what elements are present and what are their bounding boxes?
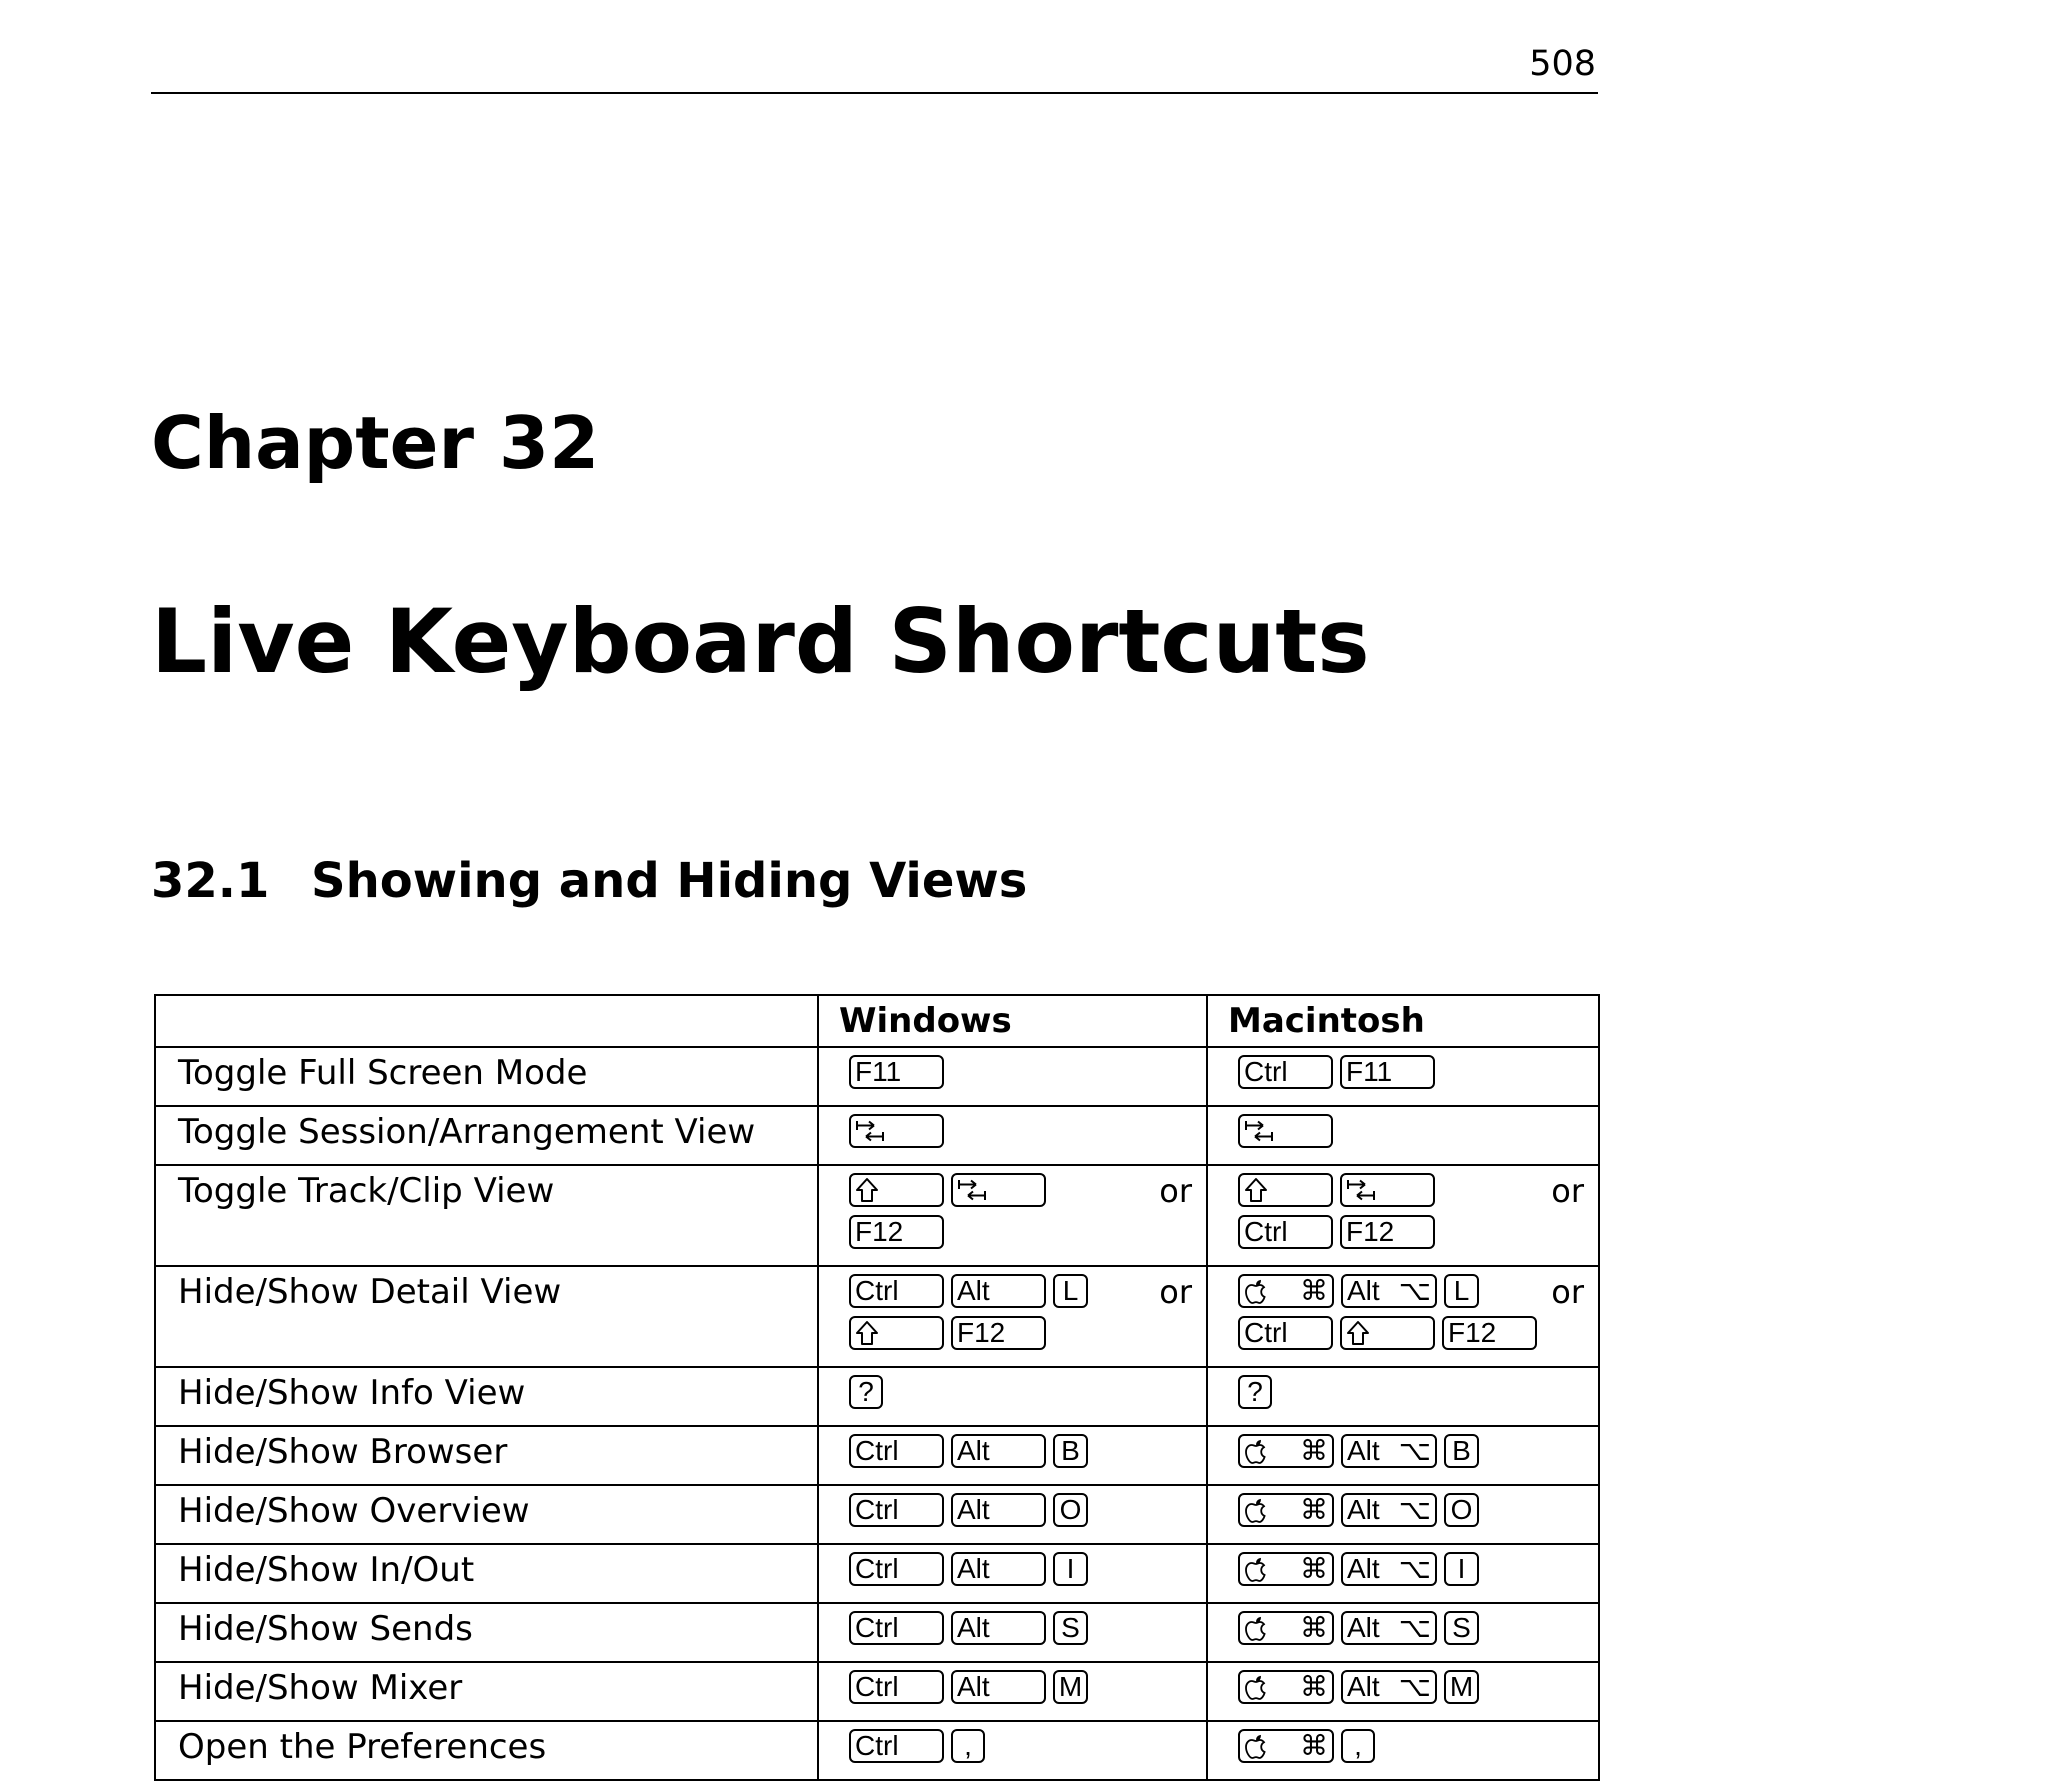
- alt-option-key: [1341, 1493, 1437, 1527]
- tab-arrows-icon: [1244, 1119, 1274, 1143]
- table-row: [155, 1485, 1599, 1544]
- alt-option-key: [1341, 1611, 1437, 1645]
- header-windows: Windows: [818, 995, 1207, 1047]
- alt-key: Alt: [951, 1552, 1046, 1586]
- tab-key: [951, 1173, 1046, 1207]
- action-label: Toggle Full Screen Mode: [155, 1047, 818, 1106]
- windows-shortcut: [818, 1047, 1207, 1106]
- apple-logo-icon: [1244, 1673, 1268, 1701]
- mac-shortcut: [1207, 1426, 1599, 1485]
- alt-key: Alt: [951, 1274, 1046, 1308]
- command-symbol: ⌘: [1300, 1730, 1328, 1761]
- i-key: I: [1053, 1552, 1088, 1586]
- page-number: 508: [1529, 44, 1596, 84]
- shift-key: [849, 1316, 944, 1350]
- tab-key: [849, 1114, 944, 1148]
- table-row: [155, 1165, 1599, 1266]
- alt-label: Alt: [1347, 1671, 1380, 1702]
- option-symbol: ⌥: [1398, 1553, 1431, 1584]
- apple-logo-icon: [1244, 1277, 1268, 1305]
- alt-option-key: [1341, 1274, 1437, 1308]
- shift-arrow-icon: [855, 1320, 879, 1346]
- shift-arrow-icon: [855, 1177, 879, 1203]
- or-label: or: [1551, 1172, 1584, 1210]
- command-key: [1238, 1611, 1334, 1645]
- alt-label: Alt: [1347, 1612, 1380, 1643]
- l-key: L: [1053, 1274, 1088, 1308]
- f12-key: F12: [849, 1215, 944, 1249]
- alt-label: Alt: [1347, 1275, 1380, 1306]
- mac-shortcut: [1207, 1047, 1599, 1106]
- tab-key: [1340, 1173, 1435, 1207]
- ctrl-key: Ctrl: [849, 1670, 944, 1704]
- windows-shortcut: [818, 1485, 1207, 1544]
- o-key: O: [1444, 1493, 1479, 1527]
- table-row: [155, 1266, 1599, 1367]
- ctrl-key: Ctrl: [1238, 1215, 1333, 1249]
- table-row: [155, 1367, 1599, 1426]
- alt-key: Alt: [951, 1611, 1046, 1645]
- action-label: Hide/Show Mixer: [155, 1662, 818, 1721]
- question-key: ?: [849, 1375, 883, 1409]
- mac-shortcut: [1207, 1662, 1599, 1721]
- windows-shortcut: [818, 1662, 1207, 1721]
- header-action: [155, 995, 818, 1047]
- windows-shortcut: [818, 1426, 1207, 1485]
- option-symbol: ⌥: [1398, 1275, 1431, 1306]
- table-row: [155, 1603, 1599, 1662]
- shift-key: [1340, 1316, 1435, 1350]
- section-title: Showing and Hiding Views: [311, 853, 1028, 909]
- option-symbol: ⌥: [1398, 1435, 1431, 1466]
- or-label: or: [1159, 1273, 1192, 1311]
- action-label: Hide/Show Detail View: [155, 1266, 818, 1367]
- mac-shortcut: [1207, 1544, 1599, 1603]
- option-symbol: ⌥: [1398, 1612, 1431, 1643]
- question-key: ?: [1238, 1375, 1272, 1409]
- mac-shortcut: [1207, 1165, 1599, 1266]
- ctrl-key: Ctrl: [849, 1552, 944, 1586]
- apple-logo-icon: [1244, 1555, 1268, 1583]
- command-symbol: ⌘: [1300, 1275, 1328, 1306]
- windows-shortcut: [818, 1367, 1207, 1426]
- command-symbol: ⌘: [1300, 1671, 1328, 1702]
- action-label: Toggle Session/Arrangement View: [155, 1106, 818, 1165]
- f12-key: F12: [1340, 1215, 1435, 1249]
- m-key: M: [1053, 1670, 1088, 1704]
- table-row: [155, 1544, 1599, 1603]
- alt-key: Alt: [951, 1670, 1046, 1704]
- apple-logo-icon: [1244, 1496, 1268, 1524]
- command-key: [1238, 1493, 1334, 1527]
- ctrl-key: Ctrl: [849, 1611, 944, 1645]
- ctrl-key: Ctrl: [1238, 1055, 1333, 1089]
- apple-logo-icon: [1244, 1732, 1268, 1760]
- windows-shortcut: [818, 1603, 1207, 1662]
- apple-logo-icon: [1244, 1437, 1268, 1465]
- f12-key: F12: [1442, 1316, 1537, 1350]
- action-label: Hide/Show Info View: [155, 1367, 818, 1426]
- chapter-title: Live Keyboard Shortcuts: [151, 590, 1370, 693]
- windows-shortcut: [818, 1721, 1207, 1780]
- apple-logo-icon: [1244, 1614, 1268, 1642]
- section-heading: [151, 850, 1027, 912]
- mac-shortcut: [1207, 1266, 1599, 1367]
- alt-label: Alt: [1347, 1553, 1380, 1584]
- tab-arrows-icon: [1346, 1178, 1376, 1202]
- or-label: or: [1551, 1273, 1584, 1311]
- windows-shortcut: [818, 1544, 1207, 1603]
- action-label: Hide/Show In/Out: [155, 1544, 818, 1603]
- command-symbol: ⌘: [1300, 1553, 1328, 1584]
- f12-key: F12: [951, 1316, 1046, 1350]
- mac-shortcut: [1207, 1106, 1599, 1165]
- command-key: [1238, 1670, 1334, 1704]
- shift-arrow-icon: [1346, 1320, 1370, 1346]
- command-symbol: ⌘: [1300, 1612, 1328, 1643]
- table-row: [155, 1662, 1599, 1721]
- shift-key: [1238, 1173, 1333, 1207]
- command-key: [1238, 1729, 1334, 1763]
- table-row: [155, 1721, 1599, 1780]
- comma-key: ,: [951, 1729, 985, 1763]
- header-macintosh: Macintosh: [1207, 995, 1599, 1047]
- f11-key: F11: [849, 1055, 944, 1089]
- shortcuts-table: [154, 994, 1600, 1781]
- b-key: B: [1444, 1434, 1479, 1468]
- command-key: [1238, 1274, 1334, 1308]
- tab-key: [1238, 1114, 1333, 1148]
- command-symbol: ⌘: [1300, 1494, 1328, 1525]
- table-header-row: [155, 995, 1599, 1047]
- alt-option-key: [1341, 1552, 1437, 1586]
- action-label: Hide/Show Sends: [155, 1603, 818, 1662]
- alt-key: Alt: [951, 1434, 1046, 1468]
- table-row: [155, 1426, 1599, 1485]
- table-row: [155, 1106, 1599, 1165]
- windows-shortcut: [818, 1106, 1207, 1165]
- option-symbol: ⌥: [1398, 1494, 1431, 1525]
- shift-arrow-icon: [1244, 1177, 1268, 1203]
- ctrl-key: Ctrl: [849, 1434, 944, 1468]
- table-row: [155, 1047, 1599, 1106]
- action-label: Hide/Show Overview: [155, 1485, 818, 1544]
- f11-key: F11: [1340, 1055, 1435, 1089]
- header-rule: [151, 92, 1598, 94]
- alt-label: Alt: [1347, 1435, 1380, 1466]
- command-key: [1238, 1434, 1334, 1468]
- m-key: M: [1444, 1670, 1479, 1704]
- command-key: [1238, 1552, 1334, 1586]
- action-label: Toggle Track/Clip View: [155, 1165, 818, 1266]
- mac-shortcut: [1207, 1721, 1599, 1780]
- chapter-label: Chapter 32: [151, 401, 600, 485]
- ctrl-key: Ctrl: [849, 1274, 944, 1308]
- alt-label: Alt: [1347, 1494, 1380, 1525]
- ctrl-key: Ctrl: [1238, 1316, 1333, 1350]
- l-key: L: [1444, 1274, 1479, 1308]
- alt-key: Alt: [951, 1493, 1046, 1527]
- alt-option-key: [1341, 1670, 1437, 1704]
- section-number: 32.1: [151, 853, 270, 909]
- or-label: or: [1159, 1172, 1192, 1210]
- s-key: S: [1053, 1611, 1088, 1645]
- shift-key: [849, 1173, 944, 1207]
- ctrl-key: Ctrl: [849, 1729, 944, 1763]
- windows-shortcut: [818, 1266, 1207, 1367]
- tab-arrows-icon: [855, 1119, 885, 1143]
- ctrl-key: Ctrl: [849, 1493, 944, 1527]
- comma-key: ,: [1341, 1729, 1375, 1763]
- b-key: B: [1053, 1434, 1088, 1468]
- command-symbol: ⌘: [1300, 1435, 1328, 1466]
- option-symbol: ⌥: [1398, 1671, 1431, 1702]
- tab-arrows-icon: [957, 1178, 987, 1202]
- mac-shortcut: [1207, 1603, 1599, 1662]
- s-key: S: [1444, 1611, 1479, 1645]
- action-label: Hide/Show Browser: [155, 1426, 818, 1485]
- mac-shortcut: [1207, 1367, 1599, 1426]
- mac-shortcut: [1207, 1485, 1599, 1544]
- action-label: Open the Preferences: [155, 1721, 818, 1780]
- o-key: O: [1053, 1493, 1088, 1527]
- windows-shortcut: [818, 1165, 1207, 1266]
- i-key: I: [1444, 1552, 1479, 1586]
- alt-option-key: [1341, 1434, 1437, 1468]
